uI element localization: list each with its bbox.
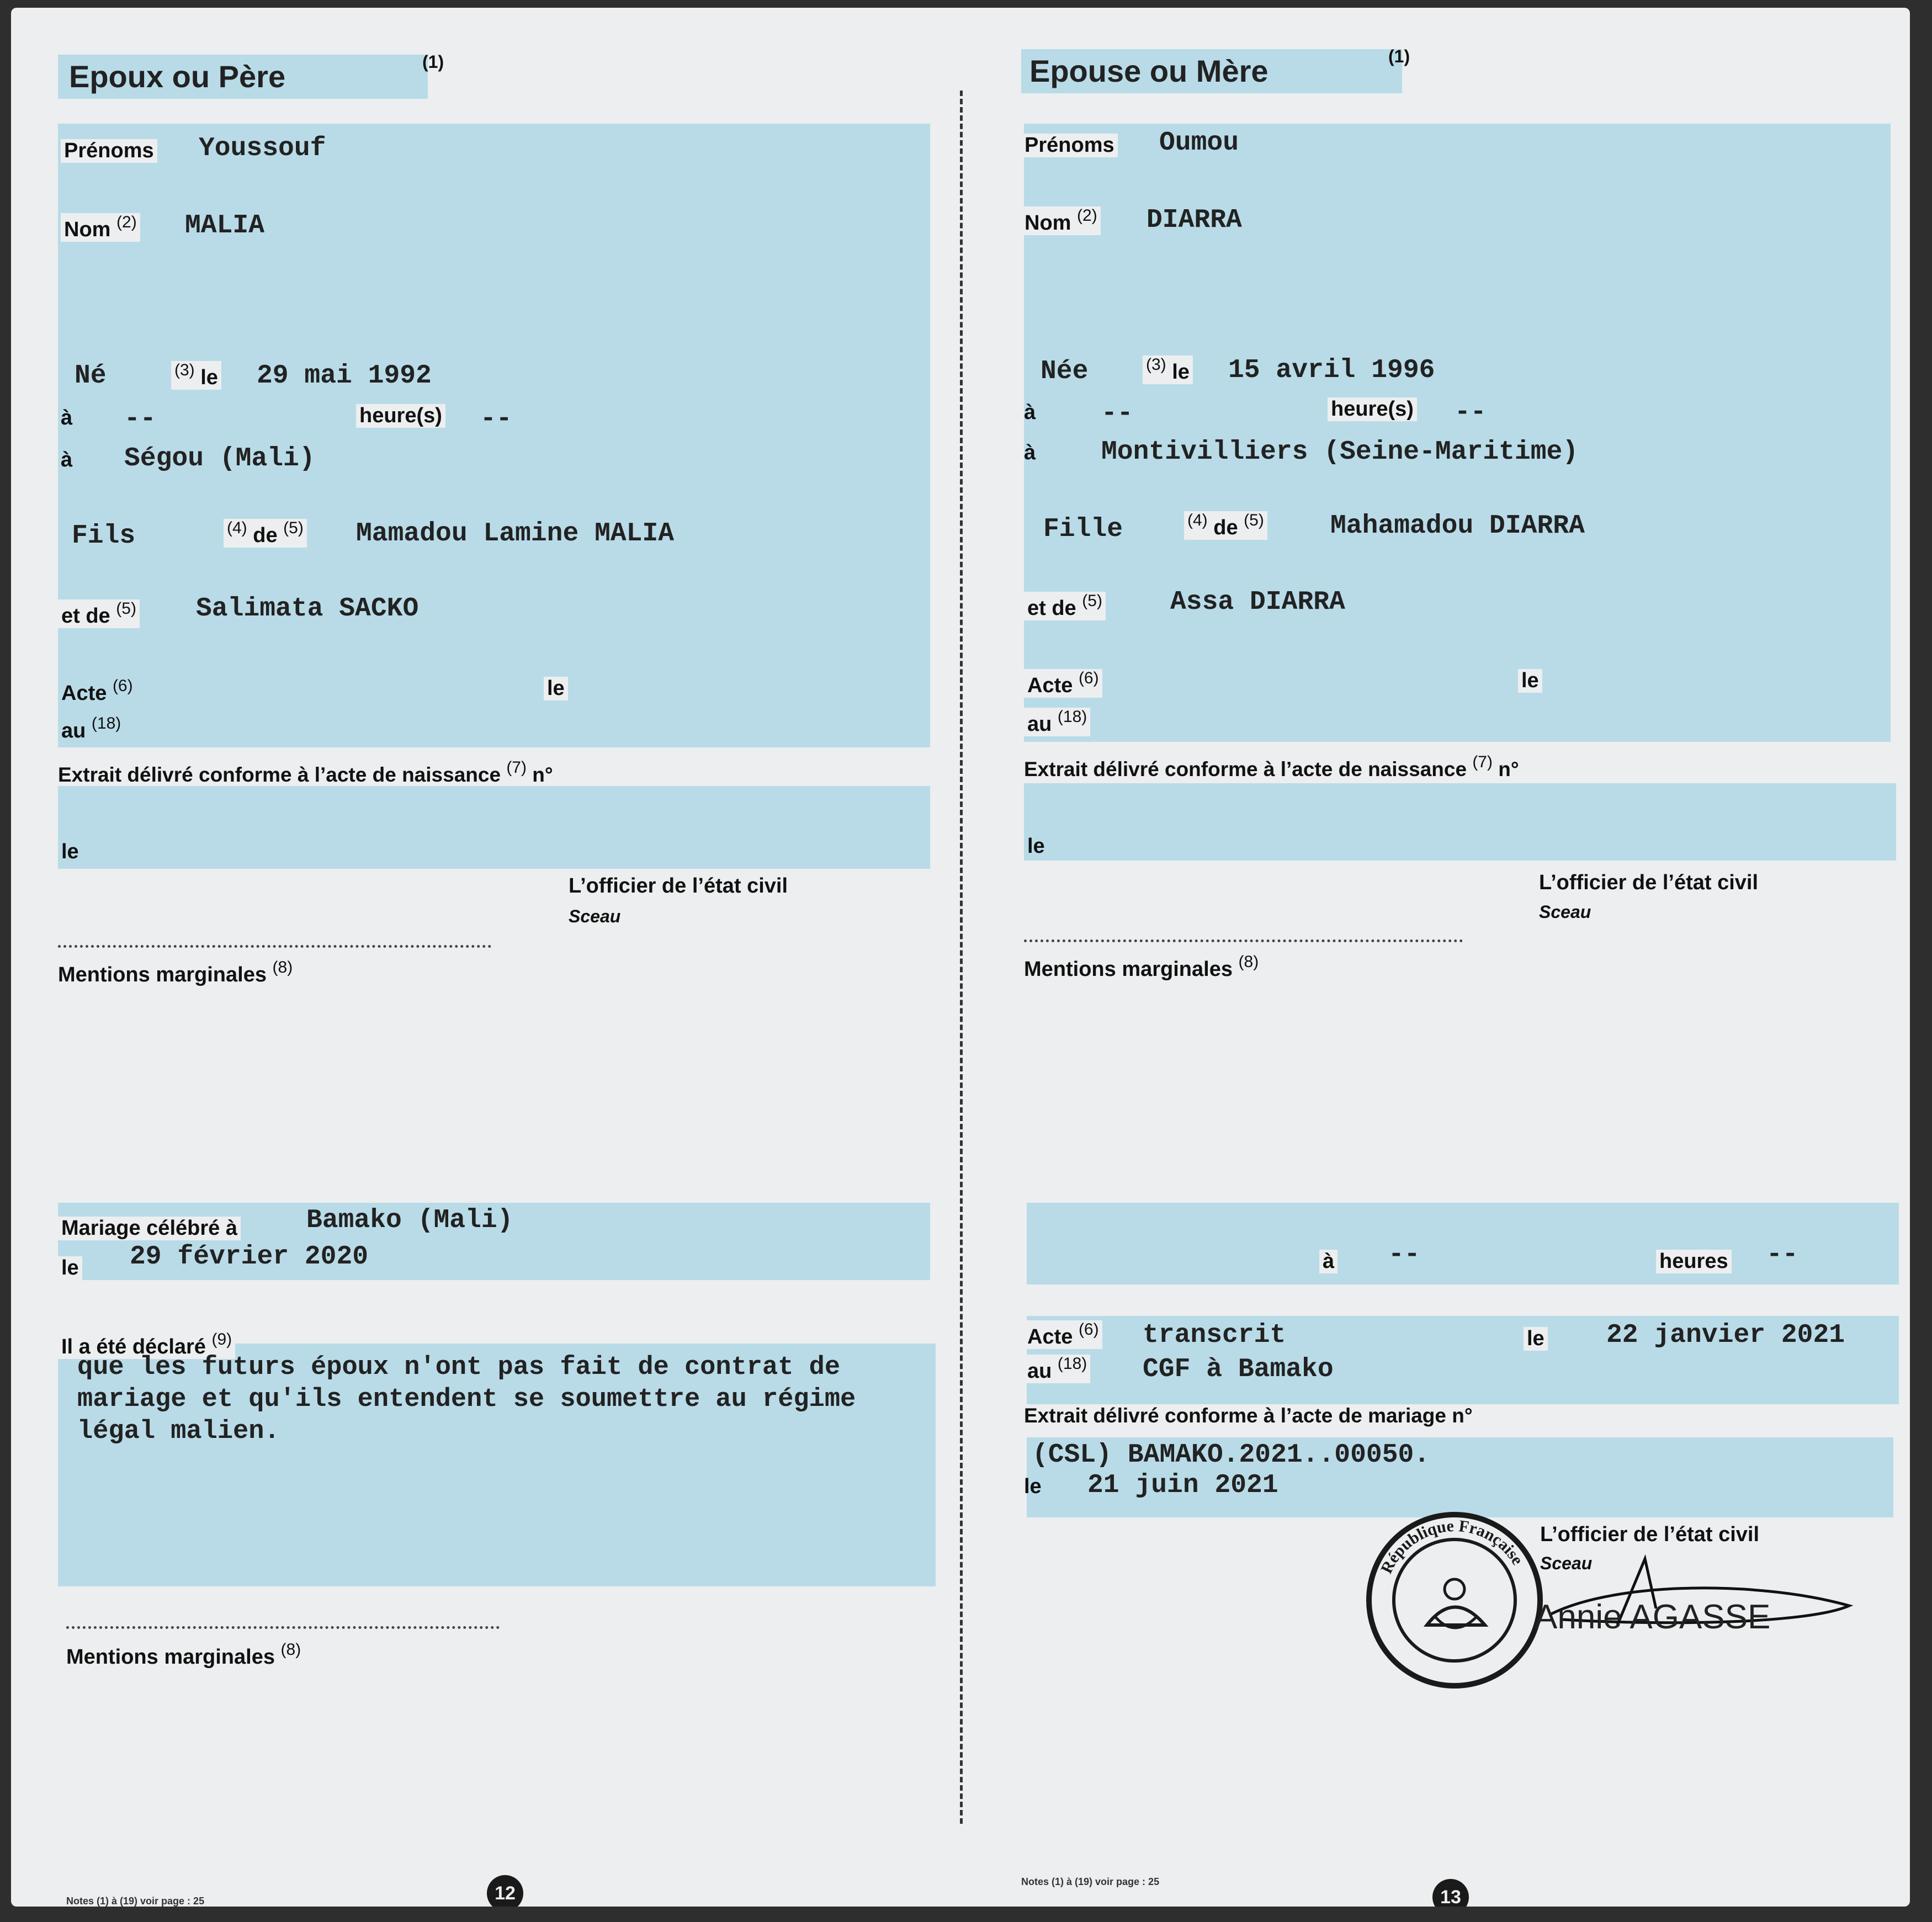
father-name: Mahamadou DIARRA: [1330, 511, 1585, 541]
a-value: --: [1101, 399, 1133, 428]
divider-dotted: [1024, 939, 1463, 942]
extrait2-number: (CSL) BAMAKO.2021..00050.: [1032, 1440, 1430, 1470]
page-number: 12: [487, 1875, 523, 1907]
au-label: au $^{(18)}$: [1024, 708, 1090, 736]
declaration-text: que les futurs époux n'ont pas fait de contrat de mariage et qu'ils entendent se soumettre au régime légal malien.: [77, 1353, 856, 1446]
heure-value: --: [480, 404, 512, 434]
birth-date: 29 mai 1992: [257, 361, 432, 391]
nom-label: Nom $^{(2)}$: [61, 213, 140, 242]
officier-label: L’officier de l’état civil: [569, 874, 788, 898]
sceau2-label: Sceau: [1540, 1553, 1593, 1573]
extrait-label: Extrait délivré conforme à l’acte de naissance $^{(7)}$ n°: [58, 758, 553, 786]
extrait-le-label: le: [1027, 835, 1045, 858]
page-left-epoux: [11, 8, 960, 1907]
officier2-label: L’officier de l’état civil: [1540, 1523, 1760, 1546]
a-label: à: [1024, 401, 1036, 424]
acte-le-label: le: [1518, 669, 1542, 693]
acte2-le-label: le: [1524, 1327, 1548, 1351]
birth-date: 15 avril 1996: [1228, 355, 1435, 385]
mariage-le-label: le: [58, 1256, 82, 1280]
prenoms-label: Prénoms: [61, 139, 157, 163]
nom-value: DIARRA: [1147, 205, 1242, 235]
nom-label: Nom $^{(2)}$: [1021, 206, 1101, 235]
extrait-band: [1024, 783, 1896, 861]
mariage-lieu: Bamako (Mali): [306, 1206, 513, 1235]
extrait-band: [58, 786, 930, 869]
extrait2-date: 21 juin 2021: [1087, 1470, 1278, 1500]
acte-label: Acte $^{(6)}$: [61, 677, 133, 705]
fille-de-label: $^{(4)}$ de $^{(5)}$: [1184, 511, 1267, 540]
sceau-label: Sceau: [1539, 902, 1591, 922]
mentions-label-2: Mentions marginales $^{(8)}$: [66, 1640, 301, 1669]
au2-value: CGF à Bamako: [1143, 1355, 1334, 1384]
extrait-le-label: le: [61, 840, 79, 863]
nee-label: Née: [1041, 357, 1089, 386]
nom-value: MALIA: [185, 211, 265, 241]
footer-note: Notes (1) à (19) voir page : 25: [66, 1896, 205, 1907]
prenoms-value: Youssouf: [199, 134, 326, 163]
father-name: Mamadou Lamine MALIA: [356, 519, 675, 549]
stamp-text: République Française: [1377, 1516, 1527, 1576]
ne-label: Né: [75, 361, 107, 391]
title-note: (1): [422, 52, 444, 72]
official-stamp: [1361, 1506, 1548, 1694]
mentions-label: Mentions marginales $^{(8)}$: [1024, 953, 1259, 981]
mariage-label: Mariage célébré à: [58, 1217, 241, 1240]
divider-dotted-2: [66, 1626, 500, 1629]
title-note: (1): [1388, 46, 1410, 66]
booklet: [11, 8, 1910, 1907]
date-label: $^{(3)}$ le: [1143, 355, 1193, 384]
fils-label: Fils: [72, 521, 136, 551]
mother-name: Assa DIARRA: [1170, 587, 1345, 617]
mariage-date: 29 février 2020: [130, 1242, 369, 1272]
divider-dotted: [58, 945, 491, 948]
birth-place: Ségou (Mali): [124, 444, 315, 474]
acte2-label: Acte $^{(6)}$: [1024, 1320, 1102, 1349]
au2-label: au $^{(18)}$: [1024, 1355, 1090, 1383]
acte2-date: 22 janvier 2021: [1606, 1320, 1845, 1350]
birth-place: Montivilliers (Seine-Maritime): [1101, 437, 1579, 467]
heure-label: heure(s): [356, 404, 445, 428]
prenoms-label: Prénoms: [1021, 134, 1118, 157]
declare-label: Il a été déclaré $^{(9)}$: [58, 1330, 235, 1359]
au-label: au $^{(18)}$: [61, 714, 121, 742]
extrait2-label: Extrait délivré conforme à l’acte de mariage n°: [1024, 1404, 1473, 1427]
page-title: Epouse ou Mère: [1029, 54, 1268, 88]
mariage-heures-label: heures: [1656, 1250, 1732, 1273]
mariage-heures-value: --: [1766, 1240, 1798, 1270]
heure-label: heure(s): [1328, 397, 1417, 421]
page-right-epouse: [960, 8, 1910, 1907]
acte2-value: transcrit: [1143, 1320, 1286, 1350]
heure-value: --: [1455, 397, 1487, 427]
mentions-label: Mentions marginales $^{(8)}$: [58, 958, 293, 986]
etde-label: et de $^{(5)}$: [58, 599, 140, 628]
a-lieu-label: à: [61, 448, 73, 471]
date-label: $^{(3)}$ le: [171, 361, 221, 390]
extrait2-le-label: le: [1024, 1475, 1042, 1498]
mariage-a-label: à: [1319, 1250, 1337, 1273]
page-title: Epoux ou Père: [69, 59, 286, 94]
mother-name: Salimata SACKO: [196, 594, 419, 624]
acte-le-label: le: [544, 677, 568, 700]
extrait-label: Extrait délivré conforme à l’acte de naissance $^{(7)}$ n°: [1024, 753, 1519, 781]
a-label: à: [61, 406, 73, 429]
a-lieu-label: à: [1024, 441, 1036, 464]
acte-label: Acte $^{(6)}$: [1024, 669, 1102, 698]
fille-label: Fille: [1043, 514, 1123, 544]
fils-de-label: $^{(4)}$ de $^{(5)}$: [224, 519, 307, 548]
a-value: --: [124, 404, 156, 434]
prenoms-value: Oumou: [1159, 128, 1239, 158]
etde-label: et de $^{(5)}$: [1024, 592, 1106, 620]
mariage-a-value: --: [1388, 1240, 1420, 1270]
sceau-label: Sceau: [569, 906, 621, 926]
officier-label: L’officier de l’état civil: [1539, 871, 1759, 894]
footer-note: Notes (1) à (19) voir page : 25: [1021, 1876, 1160, 1887]
signature-name: Annie AGASSE: [1535, 1598, 1771, 1636]
page-number: 13: [1432, 1879, 1469, 1907]
